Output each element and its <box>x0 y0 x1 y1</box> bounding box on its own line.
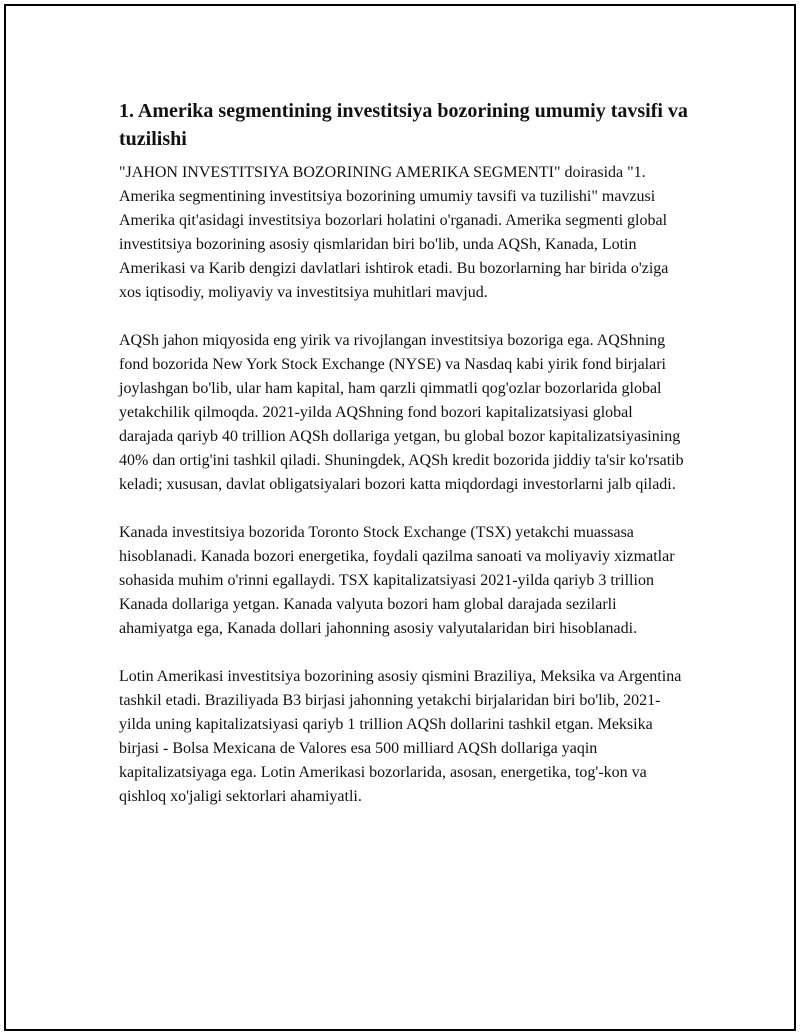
paragraph-canada: Kanada investitsiya bozorida Toronto Stock Exchange (TSX) yetakchi muassasa hisoblanadi. Kanada bozori energetika, foydali qazilma sanoati va moliyaviy xizmatlar sohasida muhim o'rinni egallaydi. TSX kapitalizatsiyasi 2021-yilda qariyb 3 trillion Kanada dollariga yetgan. Kanada valyuta bozori ham global darajada sezilarli ahamiyatga ega, Kanada dollari jahonning asosiy valyutalaridan biri hisoblanadi. <box>119 524 675 637</box>
paragraph-latin-america: Lotin Amerikasi investitsiya bozorining asosiy qismini Braziliya, Meksika va Argentina tashkil etadi. Braziliyada B3 birjasi jahonning yetakchi birjalaridan biri bo'lib, 2021-yilda uning kapitalizatsiyasi qariyb 1 trillion AQSh dollarini tashkil etgan. Meksika birjasi - Bolsa Mexicana de Valores esa 500 milliard AQSh dollariga yaqin kapitalizatsiyaga ega. Lotin Amerikasi bozorlarida, asosan, energetika, tog'-kon va qishloq xo'jaligi sektorlari ahamiyatli. <box>119 668 682 805</box>
paragraph-intro: "JAHON INVESTITSIYA BOZORINING AMERIKA SEGMENTI" doirasida "1. Amerika segmentining investitsiya bozorining umumiy tavsifi va tuzilishi" mavzusi Amerika qit'asidagi investitsiya bozorlari holatini o'rganadi. Amerika segmenti global investitsiya bozorining asosiy qismlaridan biri bo'lib, unda AQSh, Kanada, Lotin Amerikasi va Karib dengizi davlatlari ishtirok etadi. Bu bozorlarning har birida o'ziga xos iqtisodiy, moliyaviy va investitsiya muhitlari mavjud. <box>119 164 669 301</box>
paragraph-usa: AQSh jahon miqyosida eng yirik va rivojlangan investitsiya bozoriga ega. AQShning fond bozorida New York Stock Exchange (NYSE) va Nasdaq kabi yirik fond birjalari joylashgan bo'lib, ular ham kapital, ham qarzli qimmatli qog'ozlar bozorlarida global yetakchilik qilmoqda. 2021-yilda AQShning fond bozori kapitalizatsiyasi global darajada qariyb 40 trillion AQSh dollariga yetgan, bu global bozor kapitalizatsiyasining 40% dan ortig'ini tashkil qiladi. Shuningdek, AQSh kredit bozorida jiddiy ta'sir ko'rsatib keladi; xususan, davlat obligatsiyalari bozori katta miqdordagi investorlarni jalb qiladi. <box>119 332 684 493</box>
section-heading: 1. Amerika segmentining investitsiya bozorining umumiy tavsifi va tuzilishi <box>119 100 688 150</box>
document-content <box>119 97 689 833</box>
document-page <box>4 4 796 1031</box>
